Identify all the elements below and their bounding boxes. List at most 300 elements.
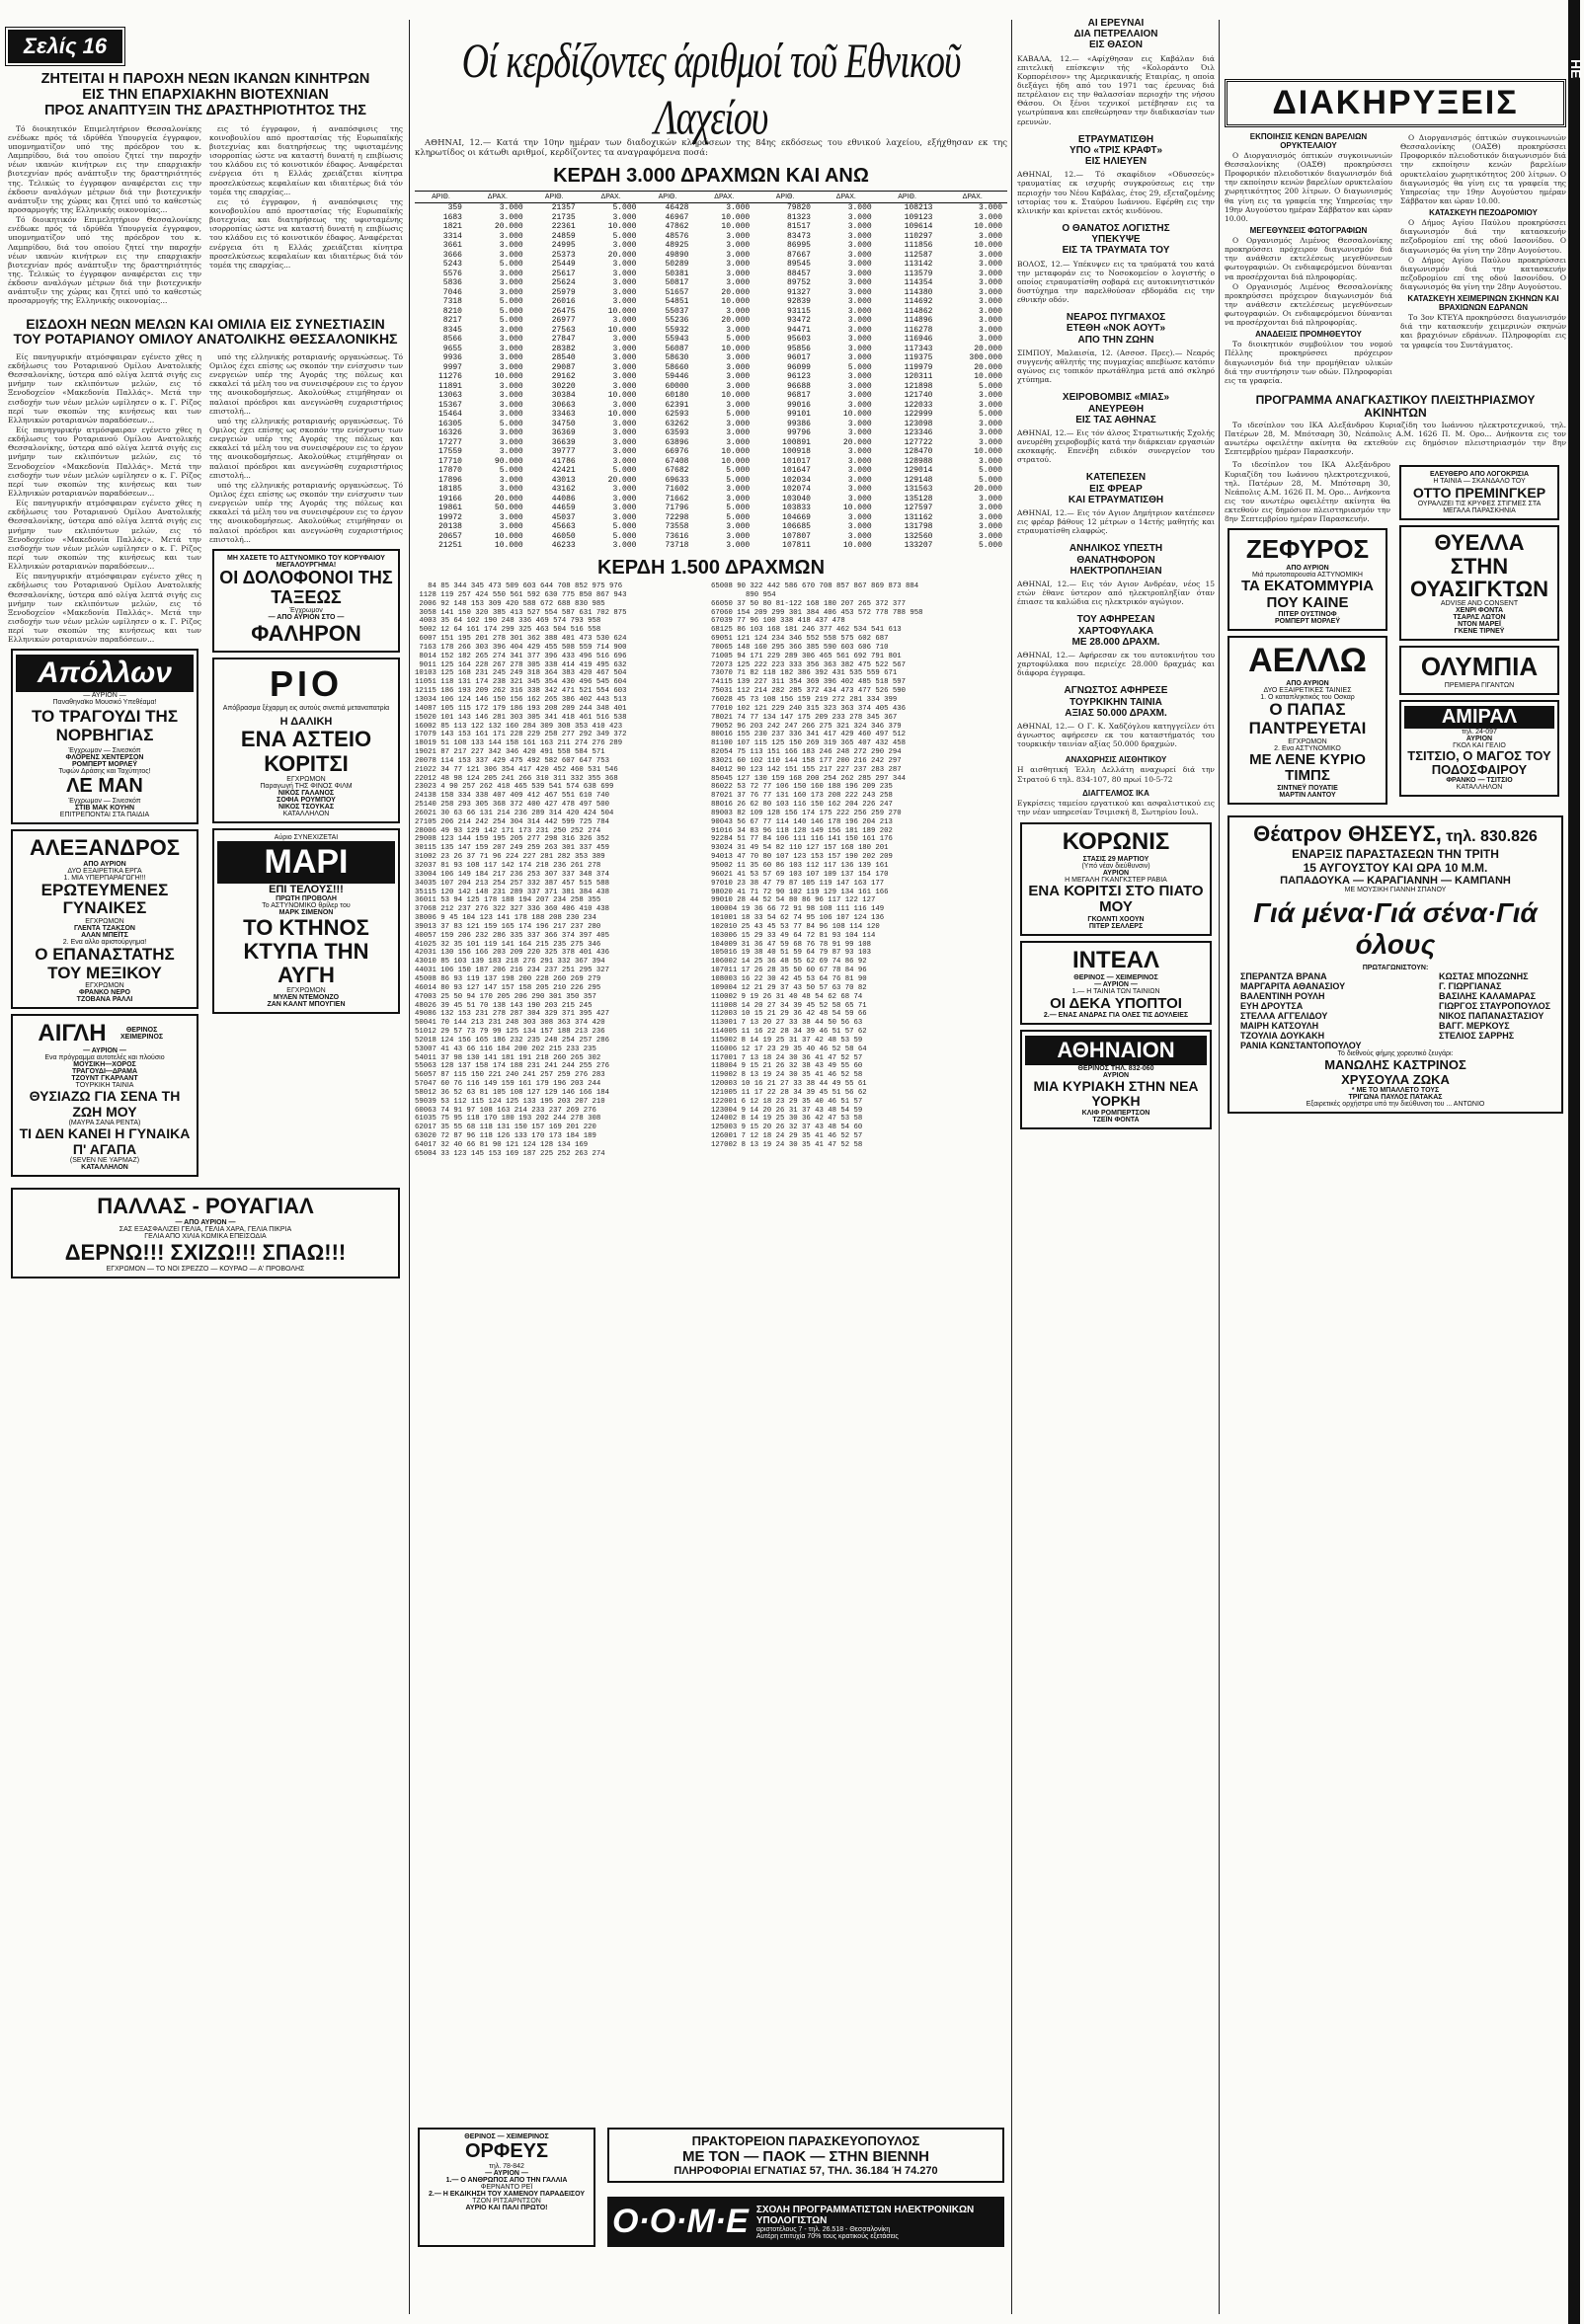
prize-amount: 3.000 — [847, 522, 872, 532]
ticket-number: 79820 — [786, 203, 811, 213]
ticket-number: 24995 — [551, 241, 576, 251]
number-row: 60063 74 91 97 108 163 214 233 237 269 276 — [415, 1106, 596, 1115]
prize-amount: 3.000 — [612, 504, 637, 513]
prize-amount: 3.000 — [847, 278, 872, 288]
ad-orfeus: ΘΕΡΙΝΟΣ — ΧΕΙΜΕΡΙΝΟΣ ΟΡΦΕΥΣ τηλ. 78-842 — ΑΥΡΙΟΝ — 1.— Ο ΑΝΘΡΩΠΟΣ ΑΠΟ ΤΗΝ ΓΑΛΛΙΑ ΦΕΡΝΑΝΤΟ ΡΕΪ 2.— Η ΕΚΔΙΚΗΣΗ ΤΟΥ ΧΑΜΕΝΟΥ ΠΑΡΑΔΕΙΣΟΥ ΤΖΟΝ ΡΙΤΣΑΡΝΤΣΟΝ ΑΥΡΙΟ ΚΑΙ ΠΑΛΙ ΠΡΩΤΟ! — [418, 2128, 595, 2247]
news-body: ΚΑΒΑΛΑ, 12.— «Αφίχθησαν εις Καβάλαν διά επιτελική επίσκεψιν τής «Κολοράντο Όιλ Κορπορέισον» της Αμερικανικής Εταιρίας, η οποία διεξάγει ήδη από του 1971 τας έρευνας διά πετρέλαιον εις την θαλασσίαν περιοχήν της νήσου Θάσου. Οι ξένοι τεχνικοί μετέβησαν εις τα γεωτρύπανα και επεθεώρησαν την διαδικασίαν των ερευνών. — [1017, 53, 1215, 126]
ad-pallas: ΠΑΛΛΑΣ - ΡΟΥΑΓΙΑΛ — ΑΠΟ ΑΥΡΙΟΝ — ΣΑΣ ΕΞΑΣΦΑΛΙΖΕΙ ΓΕΛΙΑ, ΓΕΛΙΑ ΧΑΡΑ, ΓΕΛΙΑ ΠΙΚΡΙΑ ΓΕΛΙΑ ΑΠΟ ΧΙΛΙΑ ΚΩΜΙΚΑ ΕΠΕΙΣΟΔΙΑ ΔΕΡΝΩ!!! ΣΧΙΖΩ!!! ΣΠΑΩ!!! ΕΓΧΡΩΜΟΝ — ΤΟ ΝΟΙ ΣΡΕΖΖΟ — ΚΟΥΡΑΟ — Α' ΠΡΟΒΟΛΗΣ — [11, 1188, 400, 1278]
lottery-row — [415, 410, 1007, 420]
prize-amount: 3.000 — [978, 419, 1002, 428]
ticket-number: 15464 — [437, 410, 462, 420]
prize-amount: 3.000 — [499, 400, 523, 410]
prize-amount: 3.000 — [612, 316, 637, 326]
number-row: 127002 8 13 19 24 30 35 41 47 52 58 — [711, 1141, 863, 1149]
prize-amount: 10.000 — [974, 222, 1002, 232]
prize-amount: 3.000 — [978, 325, 1002, 335]
ticket-number: 25373 — [551, 250, 576, 260]
news-brief — [1017, 223, 1215, 304]
news-title: ΕΤΡΑΥΜΑΤΙΣΘΗ — [1077, 133, 1154, 145]
number-row: 40057 159 206 232 286 335 337 366 374 397 405 — [415, 931, 610, 940]
ticket-number: 100918 — [782, 447, 811, 457]
ticket-number: 112587 — [904, 250, 933, 260]
number-row: 119002 8 13 19 24 30 35 41 46 52 58 — [711, 1071, 863, 1080]
prize-amount: 20.000 — [974, 485, 1002, 495]
ticket-number: 19166 — [437, 494, 462, 504]
prize-amount: 3.000 — [978, 456, 1002, 466]
number-row: 27105 206 214 242 254 304 314 442 599 725 784 — [415, 817, 610, 826]
news-brief — [1017, 472, 1215, 535]
lottery-row — [415, 232, 1007, 242]
ticket-number: 19972 — [437, 512, 462, 522]
prize-amount: 3.000 — [726, 325, 751, 335]
prize-amount: 3.000 — [499, 353, 523, 363]
ticket-number: 8217 — [442, 316, 462, 326]
number-row: 36011 53 94 125 178 188 194 207 234 258 355 — [415, 896, 601, 905]
prize-amount: 3.000 — [847, 335, 872, 345]
prize-amount: 3.000 — [847, 269, 872, 278]
ticket-number: 13063 — [437, 391, 462, 401]
ad-kornis: ΚΟΡΩΝΙΣ ΣΤΑΣΙΣ 29 ΜΑΡΤΙΟΥ (Υπό νέαν διεύθυνσιν) ΑΥΡΙΟΝ Η ΜΕΓΑΛΗ ΓΚΑΝΓΚΣΤΕΡ ΡΑΒΙΑ ΕΝΑ ΚΟΡΙΤΣΙ ΣΤΟ ΠΙΑΤΟ ΜΟΥ ΓΚΟΛΝΤΙ ΧΟΟΥΝ ΠΙΤΕΡ ΣΕΛΛΕΡΣ — [1020, 822, 1212, 936]
headline-rotary: ΕΙΣΔΟΧΗ ΝΕΩΝ ΜΕΛΩΝ ΚΑΙ ΟΜΙΛΙΑ ΕΙΣ ΣΥΝΕΣΤΙΑΣΙΝ ΤΟΥ ΡΟΤΑΡΙΑΝΟΥ ΟΜΙΛΟΥ ΑΝΑΤΟΛΙΚΗΣ ΘΕΣΣΑΛΟΝΙΚΗΣ — [13, 315, 398, 348]
ticket-number: 42421 — [551, 466, 576, 476]
ticket-number: 50381 — [665, 269, 689, 278]
number-row: 54011 37 98 130 141 181 191 218 260 265 302 — [415, 1053, 601, 1062]
prize-amount: 3.000 — [978, 400, 1002, 410]
ticket-number: 73558 — [665, 522, 689, 532]
number-row: 50041 70 144 213 231 248 303 308 363 374 420 — [415, 1019, 605, 1028]
news-title: ΕΙΣ ΘΑΣΟΝ — [1089, 39, 1143, 51]
program-body: Το ιδεσίπλον του ΙΚΑ Αλεξάνδρου Κυριαζίδη του Ιωάννου ηλεκτροτεχνικού, τηλ. Πατέρων 28, Μ. Μπότσαρη 30, Νεάπολις Α.Μ. 1626 Π. Μ. Ορο... Ανήκοντα εις τον ανωτέρω οφειλέτην ακίνητα θα εκτεθούν εις δημόσιον πλειστηριασμόν την 8ην Σεπτεμβρίου ημέραν Παρασκευήν. — [1225, 420, 1566, 457]
ticket-number: 30220 — [551, 381, 576, 391]
lottery-header: ΔΡΑΧ. — [581, 192, 642, 203]
prize-amount: 10.000 — [494, 372, 523, 382]
decl2-body: Ο Οργανισμός Λιμένος Θεσσαλονίκης προκηρύσσει πρόχειρον διαγωνισμόν διά την ανάθεσιν εκτελέσεως μεγεθύνσεων φωτογραφιών. Οι ενδιαφερόμενοι δύνανται να προσέρχονται διά πληροφορίας. Ο Οργανισμός Λιμένος Θεσσαλονίκης προκηρύσσει πρόχειρον διαγωνισμόν διά την ανάθεσιν εκτελέσεως μεγεθύνσεων φωτογραφιών. Οι ενδιαφερόμενοι δύνανται να προσέρχονται διά πληροφορίας. — [1225, 235, 1392, 328]
prize-amount: 3.000 — [978, 260, 1002, 270]
number-row: 44031 106 150 187 206 216 234 237 251 295 327 — [415, 967, 610, 975]
lottery-row — [415, 363, 1007, 373]
number-row: 42031 130 156 166 203 209 220 325 378 401 436 — [415, 949, 610, 958]
ad-apollon: Απόλλων — ΑΥΡΙΟΝ — Παναθηναϊκο Μουσικό Υπεθέαμα! ΤΟ ΤΡΑΓΟΥΔΙ ΤΗΣ ΝΟΡΒΗΓΙΑΣ Έγχρωμον — Σινεσκόπ ΦΛΟΡΕΝΣ ΧΕΝΤΕΡΣΟΝ ΡΟΜΠΕΡΤ ΜΟΡΛΕΫ Τυφών Δράσης και Ταχύτητος! ΛΕ ΜΑΝ Έγχρωμον — Σινεσκόπ ΣΤΙΒ ΜΑΚ ΚΟΥΗΝ ΕΠΙΤΡΕΠΟΝΤΑΙ ΣΤΑ ΠΑΙΔΙΑ — [11, 649, 198, 823]
lottery-row — [415, 401, 1007, 411]
ticket-number: 55037 — [665, 306, 689, 316]
ticket-number: 113142 — [904, 260, 933, 270]
prize-amount: 3.000 — [612, 485, 637, 495]
program-title: ΠΡΟΓΡΑΜΜΑ ΑΝΑΓΚΑΣΤΙΚΟΥ ΠΛΕΙΣΤΗΡΙΑΣΜΟΥ ΑΚΙΝΗΤΩΝ — [1255, 393, 1536, 421]
ticket-number: 119979 — [904, 362, 933, 372]
prize-amount: 5.000 — [726, 410, 751, 420]
number-row: 33004 106 149 184 217 236 253 307 337 348 374 — [415, 870, 610, 879]
news-brief — [1017, 18, 1215, 126]
lottery-header: ΔΡΑΧ. — [693, 192, 754, 203]
prize-amount: 5.000 — [978, 475, 1002, 485]
ticket-number: 119375 — [904, 353, 933, 363]
prize-amount: 3.000 — [612, 335, 637, 345]
lottery-table — [415, 191, 1007, 551]
ticket-number: 123098 — [904, 419, 933, 428]
ticket-number: 48576 — [665, 231, 689, 241]
number-row: 7163 178 266 303 396 404 429 455 508 559 714 900 — [415, 643, 627, 652]
prize-amount: 50.000 — [494, 504, 523, 513]
prize-amount: 3.000 — [726, 400, 751, 410]
ticket-number: 99386 — [786, 419, 811, 428]
news-body: ΣΙΜΠΟΥ, Μαλαισία, 12. (Ασσοσ. Πρες).— Νεαρός συγγενής αθλητής της πυγμαχίας απεβίωσε κατόπιν αγώνος εις τοπικόν πρωτάθλημα μετά από σκληρό χτύπημα. — [1017, 348, 1215, 385]
cast-member: ΓΙΩΡΓΟΣ ΣΤΑΥΡΟΠΟΥΛΟΣ — [1439, 1000, 1550, 1011]
number-row: 18019 51 108 133 144 158 161 163 211 274 276 289 — [415, 739, 623, 748]
cast-member: ΜΑΙΡΗ ΚΑΤΣΟΥΛΗ — [1240, 1020, 1319, 1031]
grid-1500-left — [415, 582, 705, 1159]
number-row: 62017 35 55 68 118 131 150 157 169 201 220 — [415, 1123, 596, 1132]
prize-amount: 3.000 — [847, 203, 872, 213]
ticket-number: 108213 — [904, 203, 933, 213]
prize-amount: 3.000 — [726, 531, 751, 541]
ticket-number: 95856 — [786, 344, 811, 353]
cast-member: ΕΥΗ ΔΡΟΥΤΣΑ — [1240, 1000, 1304, 1011]
prize-amount: 10.000 — [721, 456, 751, 466]
cast-member: ΝΙΚΟΣ ΠΑΠΑΝΑΣΤΑΣΙΟΥ — [1439, 1010, 1544, 1021]
number-row: 20078 114 153 337 429 475 492 582 607 647 753 — [415, 756, 610, 765]
number-row: 76028 45 73 108 156 159 219 272 281 334 399 — [711, 695, 898, 704]
prize-amount: 10.000 — [607, 306, 637, 316]
prize-amount: 10.000 — [721, 212, 751, 222]
edge-strip — [1568, 0, 1584, 2324]
article-biotechnia-a: Τό διοικητικόν Επιμελητήριον Θεσσαλονίκης ενέδωκε πρός τά ιδρύθέα Υπουργεία έγγραφον, υπομνηματίζον υπό της πρόεδρον του κ. Λαμπρίδου, διά του οποίου ζητεί την παροχήν νέων ικανών κινήτρων εις την επαρχιακήν βιοτεχνίαν πρός ανάπτυξιν της δραστηριότητός της. Τελικώς το έγγραφον αναφέρεται εις την έκδοσιν αναλόγων μέτρων διά την βιοτεχνικήν ανάπτυξιν της χώρας και ζητεί υπό το καθεστώς προσαρμογής της Ελληνικής οικονομίας... Τό διοικητικόν Επιμελητήριον Θεσσαλονίκης ενέδωκε πρός τά ιδρύθέα Υπουργεία έγγραφον, υπομνηματίζον υπό της πρόεδρον του κ. Λαμπρίδου, διά του οποίου ζητεί την παροχήν νέων ικανών κινήτρων εις την επαρχιακήν βιοτεχνίαν πρός ανάπτυξιν της δραστηριότητός της. Τελικώς το έγγραφον αναφέρεται εις την έκδοσιν αναλόγων μέτρων διά την βιοτεχνικήν ανάπτυξιν της χώρας και ζητεί υπό το καθεστώς προσαρμογής της Ελληνικής οικονομίας... — [8, 123, 201, 306]
ticket-number: 21357 — [551, 203, 576, 213]
news-title: ΚΑΙ ΕΤΡΑΥΜΑΤΙΣΘΗ — [1068, 494, 1164, 505]
prize-amount: 3.000 — [726, 362, 751, 372]
ticket-number: 33463 — [551, 410, 576, 420]
prize-amount: 3.000 — [612, 541, 637, 551]
number-row: 122001 6 12 18 23 29 35 40 46 51 57 — [711, 1097, 863, 1106]
prize-amount: 3.000 — [726, 269, 751, 278]
news-title: ΗΛΕΚΤΡΟΠΛΗΞΙΑΝ — [1069, 565, 1162, 577]
news-title: ΑΙ ΕΡΕΥΝΑΙ — [1087, 18, 1145, 29]
lottery-headline: Οί κερδίζοντες άριθμοί τοῦ Εθνικοῦ Λαχείου — [461, 35, 961, 146]
prize-amount: 5.000 — [978, 466, 1002, 476]
prize-amount: 3.000 — [499, 231, 523, 241]
ad-olympia: ΟΛΥΜΠΙΑ ΠΡΕΜΙΕΡΑ ΓΙΓΑΝΤΩΝ — [1399, 646, 1559, 695]
number-row: 13034 106 124 146 150 156 162 265 386 402 443 513 — [415, 695, 627, 704]
prize-amount: 3.000 — [978, 437, 1002, 447]
ticket-number: 9997 — [442, 362, 462, 372]
number-row: 110002 9 19 26 31 40 48 54 62 68 74 — [711, 992, 863, 1001]
ticket-number: 116278 — [904, 325, 933, 335]
number-row: 120003 10 16 21 27 33 38 44 49 55 61 — [711, 1080, 867, 1089]
prize-amount: 20.000 — [974, 362, 1002, 372]
prize-amount: 5.000 — [612, 231, 637, 241]
lottery-row — [415, 391, 1007, 401]
lottery-row — [415, 326, 1007, 336]
number-row: 17079 143 153 161 171 228 229 258 277 292 349 372 — [415, 731, 627, 739]
prize-amount: 3.000 — [499, 325, 523, 335]
prize-amount: 3.000 — [847, 466, 872, 476]
number-row: 116006 12 17 23 29 35 40 46 52 58 64 — [711, 1045, 867, 1053]
prize-amount: 20.000 — [842, 437, 872, 447]
prize-amount: 3.000 — [499, 410, 523, 420]
ticket-number: 83473 — [786, 231, 811, 241]
ticket-number: 127722 — [904, 437, 933, 447]
ticket-number: 45663 — [551, 522, 576, 532]
number-row: 9011 125 164 228 267 278 305 338 414 419 495 632 — [415, 660, 627, 669]
ticket-number: 46050 — [551, 531, 576, 541]
number-row: 39013 37 83 121 159 165 174 196 217 237 280 — [415, 922, 601, 931]
number-row: 51012 29 57 73 79 99 125 134 157 188 213 236 — [415, 1028, 605, 1037]
ticket-number: 106685 — [782, 522, 811, 532]
number-row: 124002 8 14 19 25 30 36 42 47 53 58 — [711, 1115, 863, 1123]
lottery-row — [415, 428, 1007, 438]
number-row: 65008 90 322 442 586 670 708 857 867 869 873 884 — [711, 582, 919, 590]
ticket-number: 16326 — [437, 428, 462, 438]
prize-amount: 3.000 — [847, 456, 872, 466]
news-body: ΑΘΗΝΑΙ, 12.— Ο Γ. Κ. Χαδζόγλου κατηγγείλεν ότι άγνωστος αφήρεσεν εκ του καταστήματός του τουρκικήν ταινίαν αξίας 50.000 δραχμών. — [1017, 721, 1215, 749]
decl1-cont: Ο Διοργανισμός όπτικών συγκοινωνιών Θεσσαλονίκης (ΟΑΣΘ) προκηρύσσει Προφορικόν πλειοδοτικόν διαγωνισμόν διά την εκποίησιν κενών βαρελίων ορυκτελαίου χωρητικότητος 200 λίτρων. Ο διαγωνισμός θα γίνη εις τα γραφεία της Υπηρεσίας την 19ην Αυγούστου ημέραν Σάββατον και ώραν 10.00. — [1400, 133, 1566, 205]
ad-mari: Αύριο ΣΥΝΕΧΙΖΕΤΑΙ ΜΑΡΙ ΕΠΙ ΤΕΛΟΥΣ!!! ΠΡΩΤΗ ΠΡΟΒΟΛΗ Το ΑΣΤΥΝΟΜΙΚΟ θρίλερ του ΜΑΡΚ ΣΙΜΕΝΟΝ ΤΟ ΚΤΗΝΟΣ ΚΤΥΠΑ ΤΗΝ ΑΥΓΗ ΕΓΧΡΩΜΟΝ ΜΥΛΕΝ ΝΤΕΜΟΝΖΟ ΖΑΝ ΚΑΛΝΤ ΜΠΟΥΓΙΕΝ — [212, 828, 400, 1015]
article-biotechnia-b: εις τό έγγραφον, ή αναπόσφισις της κοινοβουλίου από προστασίας τής Ευρωπαϊκής βιοτεχνίας και διατηρήσεως της υφισταμένης ισορροπίας ώστε να καταστή δυνατή η επιβίωσις του κλάδου εις τό κοινοτικόν έδαφος. Αναφέρεται ενέργεια ότι η Ελλάς χρειάζεται κίνητρα προσελκύσεως κεφαλαίων και ιδιαιτέρως διά τόν τομέα της επαρχίας... εις τό έγγραφον, ή αναπόσφισις της κοινοβουλίου από προστασίας τής Ευρωπαϊκής βιοτεχνίας και διατηρήσεως της υφισταμένης ισορροπίας ώστε να καταστή δυνατή η επιβίωσις του κλάδου εις τό κοινοτικόν έδαφος. Αναφέρεται ενέργεια ότι η Ελλάς χρειάζεται κίνητρα προσελκύσεως κεφαλαίων και ιδιαιτέρως διά τόν τομέα της επαρχίας... — [209, 123, 403, 270]
column-rule — [1219, 20, 1220, 2314]
ticket-number: 27847 — [551, 335, 576, 345]
number-row: 48026 39 45 51 70 138 143 190 203 215 245 — [415, 1001, 593, 1010]
ticket-number: 26977 — [551, 316, 576, 326]
ticket-number: 113579 — [904, 269, 933, 278]
prize-amount: 3.000 — [847, 222, 872, 232]
ticket-number: 114354 — [904, 278, 933, 288]
cast-member: ΣΤΕΛΙΟΣ ΣΑΡΡΗΣ — [1439, 1030, 1515, 1041]
ticket-number: 91327 — [786, 287, 811, 297]
ticket-number: 96817 — [786, 391, 811, 401]
number-row: 68125 86 103 168 181 246 377 462 534 541 613 — [711, 626, 902, 635]
number-row: 109004 12 21 29 37 43 50 57 63 70 82 — [711, 983, 867, 992]
prize-amount: 3.000 — [847, 306, 872, 316]
lottery-row — [415, 476, 1007, 486]
news-body: ΑΘΗΝΑΙ, 12.— Τό σκαφίδιον «Οδυσσεύς» τραυματίας εκ ισχυρής συγκρούσεως εις την περιοχήν του Νέου Καβάλας, έτος 29, εξεταζομένης ιστορίας του κ. Σταύρου Ιωάννου. Εφέρθη εις την κλινικήν και κρίνεται εκτός κινδύνου. — [1017, 170, 1215, 215]
number-row: 49086 132 153 231 278 287 304 329 371 395 427 — [415, 1010, 610, 1019]
number-row: 14087 105 115 172 179 186 193 208 209 244 348 401 — [415, 704, 627, 713]
ticket-number: 48925 — [665, 241, 689, 251]
news-title: ΑΠΟ ΤΗΝ ΖΩΗΝ — [1077, 334, 1154, 346]
number-row: 83021 60 102 110 144 158 177 200 216 242 297 — [711, 756, 902, 765]
ticket-number: 26475 — [551, 306, 576, 316]
small-notice — [1017, 790, 1215, 816]
ticket-number: 51657 — [665, 287, 689, 297]
prize-amount: 3.000 — [978, 504, 1002, 513]
ticket-number: 67408 — [665, 456, 689, 466]
ticket-number: 121898 — [904, 381, 933, 391]
ticket-number: 114380 — [904, 287, 933, 297]
prize-amount: 3.000 — [499, 250, 523, 260]
lottery-header: ΔΡΑΧ. — [937, 192, 1007, 203]
number-row: 59039 53 112 115 124 125 133 195 203 207 210 — [415, 1097, 605, 1106]
number-row: 2006 92 148 153 309 420 588 672 688 830 985 — [415, 599, 605, 608]
ticket-number: 3666 — [442, 250, 462, 260]
number-row: 28006 49 93 129 142 171 173 231 250 252 274 — [415, 826, 601, 835]
ticket-number: 110297 — [904, 231, 933, 241]
ticket-number: 114862 — [904, 306, 933, 316]
prize-amount: 3.000 — [847, 447, 872, 457]
prize-amount: 5.000 — [612, 203, 637, 213]
number-row: 97010 23 38 47 79 87 105 119 147 163 177 — [711, 879, 885, 888]
ticket-number: 89752 — [786, 278, 811, 288]
news-body: ΑΘΗΝΑΙ, 12.— Εις τόν Αγιον Δημήτριον κατέπεσεν εις φρέαρ βάθους 12 μέτρων ο 14ετής μαθητής και ετραυματίσθη ελαφρώς. — [1017, 508, 1215, 536]
lottery-row — [415, 485, 1007, 495]
section-1500: ΚΕΡΔΗ 1.500 ΔΡΑΧΜΩΝ — [596, 556, 826, 579]
number-row: 67039 77 96 100 338 418 437 478 — [711, 617, 845, 626]
number-row: 53007 41 43 66 116 184 200 202 215 233 235 — [415, 1045, 596, 1053]
ticket-number: 47862 — [665, 222, 689, 232]
prize-amount: 5.000 — [726, 504, 751, 513]
number-row: 112003 10 15 21 29 36 42 48 54 59 66 — [711, 1010, 867, 1019]
prize-amount: 3.000 — [847, 512, 872, 522]
ticket-number: 81323 — [786, 212, 811, 222]
prize-amount: 3.000 — [847, 241, 872, 251]
prize-amount: 3.000 — [499, 269, 523, 278]
prize-amount: 3.000 — [847, 353, 872, 363]
prize-amount: 3.000 — [499, 241, 523, 251]
prize-amount: 10.000 — [721, 344, 751, 353]
prize-amount: 5.000 — [612, 522, 637, 532]
program-body-cont: Το ιδεσίπλον του ΙΚΑ Αλεξάνδρου Κυριαζίδη του Ιωάννου ηλεκτροτεχνικού, τηλ. Πατέρων 28, Μ. Μπότσαρη 30, Νεάπολις Α.Μ. 1626 Π. Μ. Ορο... Ανήκοντα εις τον ανωτέρω οφειλέτην ακίνητα θα εκτεθούν εις δημόσιον πλειστηριασμόν την 8ην Σεπτεμβρίου ημέραν Παρασκευήν. — [1225, 460, 1390, 524]
ticket-number: 71796 — [665, 504, 689, 513]
ticket-number: 39777 — [551, 447, 576, 457]
prize-amount: 3.000 — [612, 437, 637, 447]
number-row: 5002 12 64 161 174 299 325 463 504 516 558 — [415, 626, 601, 635]
prize-amount: 3.000 — [726, 372, 751, 382]
number-row: 85045 127 130 159 168 200 254 262 285 297 344 — [711, 774, 907, 783]
ticket-number: 59446 — [665, 372, 689, 382]
prize-amount: 3.000 — [612, 372, 637, 382]
cast-member: Γ. ΓΙΩΡΓΙΑΝΑΣ — [1439, 980, 1502, 991]
ticket-number: 43162 — [551, 485, 576, 495]
ad-amiral: ΑΜΙΡΑΛ τηλ. 24-097 ΑΥΡΙΟΝ ΓΚΟΛ ΚΑΙ ΓΕΛΙΟ ΤΣΙΤΣΙΟ, Ο ΜΑΓΟΣ ΤΟΥ ΠΟΔΟΣΦΑΙΡΟΥ ΦΡΑΝΚΟ — ΤΣΙΤΣΙΟ ΚΑΤΑΛΛΗΛΟΝ — [1399, 700, 1559, 798]
ticket-number: 55943 — [665, 335, 689, 345]
ticket-number: 7318 — [442, 297, 462, 307]
ticket-number: 111856 — [904, 241, 933, 251]
ticket-number: 86995 — [786, 241, 811, 251]
prize-amount: 10.000 — [842, 410, 872, 420]
prize-amount: 5.000 — [499, 316, 523, 326]
ticket-number: 116946 — [904, 335, 933, 345]
notice-title: ΑΝΑΧΩΡΗΣΙΣ ΑΙΣΘΗΤΙΚΟΥ — [1065, 755, 1167, 765]
number-row: 43010 85 103 139 183 218 276 291 332 367 394 — [415, 958, 605, 967]
prize-amount: 10.000 — [494, 541, 523, 551]
ticket-number: 62593 — [665, 410, 689, 420]
number-row: 115002 8 14 19 25 31 37 42 48 53 59 — [711, 1036, 863, 1045]
number-row: 8014 152 182 265 274 341 377 396 433 496 516 696 — [415, 652, 627, 660]
ticket-number: 34750 — [551, 419, 576, 428]
news-title: ΧΕΙΡΟΒΟΜΒΙΣ «ΜΙΑΣ» — [1062, 392, 1170, 404]
ticket-number: 60000 — [665, 381, 689, 391]
edge-letters: ΗΕ — [1568, 59, 1584, 79]
news-title: ΕΙΣ ΦΡΕΑΡ — [1089, 483, 1143, 495]
notice-title: ΔΙΑΓΓΕΛΜΟΣ ΙΚΑ — [1082, 788, 1149, 798]
prize-amount: 3.000 — [612, 447, 637, 457]
prize-amount: 3.000 — [978, 203, 1002, 213]
number-row: 105016 19 38 40 51 59 64 79 87 93 103 — [711, 949, 872, 958]
prize-amount: 3.000 — [726, 522, 751, 532]
news-brief — [1017, 685, 1215, 748]
number-row: 78021 74 77 134 147 175 209 233 278 345 367 — [711, 713, 898, 722]
ticket-number: 21251 — [437, 541, 462, 551]
number-row: 104009 31 36 47 59 68 76 78 91 99 108 — [711, 940, 872, 949]
ticket-number: 41786 — [551, 456, 576, 466]
number-row: 87021 37 76 77 131 160 173 208 222 243 258 — [711, 792, 893, 801]
news-brief — [1017, 614, 1215, 677]
ticket-number: 103833 — [782, 504, 811, 513]
number-row: 67060 154 209 299 301 384 406 453 572 778 788 958 — [711, 608, 923, 617]
prize-amount: 3.000 — [978, 316, 1002, 326]
prize-amount: 3.000 — [612, 428, 637, 438]
ticket-number: 96123 — [786, 372, 811, 382]
lottery-row — [415, 353, 1007, 363]
ticket-number: 17710 — [437, 456, 462, 466]
ticket-number: 129014 — [904, 466, 933, 476]
decl4-body: Ο Δήμος Αγίου Παύλου προκηρύσσει διαγωνισμόν διά την κατασκευήν πεζοδρομίου επί της οδού Ιασονίδου. Ο διαγωνισμός θα γίνη την 28ην Αυγούστου. Ο Δήμος Αγίου Παύλου προκηρύσσει διαγωνισμόν διά την κατασκευήν πεζοδρομίου επί της οδού Ιασονίδου. Ο διαγωνισμός θα γίνη την 28ην Αυγούστου. — [1400, 218, 1566, 292]
prize-amount: 5.000 — [726, 512, 751, 522]
lottery-row — [415, 447, 1007, 457]
ticket-number: 109614 — [904, 222, 933, 232]
article-rotary-b: υπό της ελληνικής ροταριανής οργανώσεως. Τό Ομιλος έχει επίσης ως σκοπόν την ενίσχυσιν των ενεργειών υπέρ της Αγοράς της πόλεως και εκκαλεί τά μέλη του να συνεισφέρουν εις το έργον της ανοικοδομήσεως. Ακολούθως ετιμήθησαν οι παλαιοί πρόεδροι και ανεγνώσθη ευχαριστήριος επιστολή... υπό της ελληνικής ροταριανής οργανώσεως. Τό Ομιλος έχει επίσης ως σκοπόν την ενίσχυσιν των ενεργειών υπέρ της Αγοράς της πόλεως και εκκαλεί τά μέλη του να συνεισφέρουν εις το έργον της ανοικοδομήσεως. Ακολούθως ετιμήθησαν οι παλαιοί πρόεδροι και ανεγνώσθη ευχαριστήριος επιστολή... υπό της ελληνικής ροταριανής οργανώσεως. Τό Ομιλος έχει επίσης ως σκοπόν την ενίσχυσιν των ενεργειών υπέρ της Αγοράς της πόλεως και εκκαλεί τά μέλη του να συνεισφέρουν εις το έργον της ανοικοδομήσεως. Ακολούθως ετιμήθησαν οι παλαιοί πρόεδροι και ανεγνώσθη ευχαριστήριος επιστολή... — [209, 351, 403, 544]
prize-amount: 3.000 — [499, 437, 523, 447]
prize-amount: 10.000 — [721, 391, 751, 401]
ticket-number: 114896 — [904, 316, 933, 326]
ticket-number: 96688 — [786, 381, 811, 391]
prize-amount: 3.000 — [726, 381, 751, 391]
prize-amount: 3.000 — [726, 428, 751, 438]
ad-athinaion: ΑΘΗΝΑΙΟΝ ΘΕΡΙΝΟΣ ΤΗΛ. 832-060 ΑΥΡΙΟΝ ΜΙΑ ΚΥΡΙΑΚΗ ΣΤΗΝ ΝΕΑ ΥΟΡΚΗ ΚΛΙΦ ΡΟΜΠΕΡΤΣΟΝ ΤΖΕΪΝ ΦΟΝΤΑ — [1020, 1030, 1212, 1129]
number-row: 57047 60 76 116 149 159 161 179 196 203 244 — [415, 1080, 601, 1089]
number-row: 106002 14 25 36 48 55 62 69 74 86 92 — [711, 958, 867, 967]
cast-member: ΤΖΟΥΛΙΑ ΔΟΥΚΑΚΗ — [1240, 1030, 1325, 1041]
prize-amount: 5.000 — [499, 297, 523, 307]
prize-amount: 10.000 — [842, 541, 872, 551]
prize-amount: 3.000 — [612, 241, 637, 251]
lottery-row — [415, 532, 1007, 542]
number-row: 111008 14 20 27 34 39 45 52 58 65 71 — [711, 1001, 867, 1010]
ticket-number: 9936 — [442, 353, 462, 363]
prize-amount: 3.000 — [612, 269, 637, 278]
prize-amount: 3.000 — [978, 512, 1002, 522]
prize-amount: 5.000 — [499, 419, 523, 428]
ticket-number: 17870 — [437, 466, 462, 476]
number-row: 107011 17 26 28 35 50 60 67 78 84 96 — [711, 967, 867, 975]
cast-member: ΣΤΕΛΛΑ ΑΓΓΕΛΙΔΟΥ — [1240, 1010, 1328, 1021]
ticket-number: 109123 — [904, 212, 933, 222]
column-rule — [1011, 20, 1012, 2314]
number-row: 15020 101 143 146 281 303 305 341 418 461 516 538 — [415, 713, 627, 722]
lottery-row — [415, 382, 1007, 392]
number-row: 26021 30 63 66 131 214 236 289 314 420 424 504 — [415, 809, 614, 817]
prize-amount: 10.000 — [607, 222, 637, 232]
ticket-number: 99796 — [786, 428, 811, 438]
prize-amount: 90.000 — [494, 456, 523, 466]
ticket-number: 121740 — [904, 391, 933, 401]
ticket-number: 5243 — [442, 260, 462, 270]
lottery-row — [415, 288, 1007, 298]
prize-amount: 3.000 — [726, 494, 751, 504]
prize-amount: 3.000 — [847, 475, 872, 485]
prize-amount: 3.000 — [726, 241, 751, 251]
number-row: 29008 123 144 159 195 205 277 298 316 326 352 — [415, 835, 610, 844]
ticket-number: 123346 — [904, 428, 933, 438]
prize-amount: 3.000 — [499, 447, 523, 457]
prize-amount: 3.000 — [726, 485, 751, 495]
lottery-row — [415, 307, 1007, 317]
prize-amount: 10.000 — [607, 410, 637, 420]
ticket-number: 87667 — [786, 250, 811, 260]
ticket-number: 89545 — [786, 260, 811, 270]
ticket-number: 19861 — [437, 504, 462, 513]
ticket-number: 92839 — [786, 297, 811, 307]
ticket-number: 107811 — [782, 541, 811, 551]
ticket-number: 132560 — [904, 531, 933, 541]
